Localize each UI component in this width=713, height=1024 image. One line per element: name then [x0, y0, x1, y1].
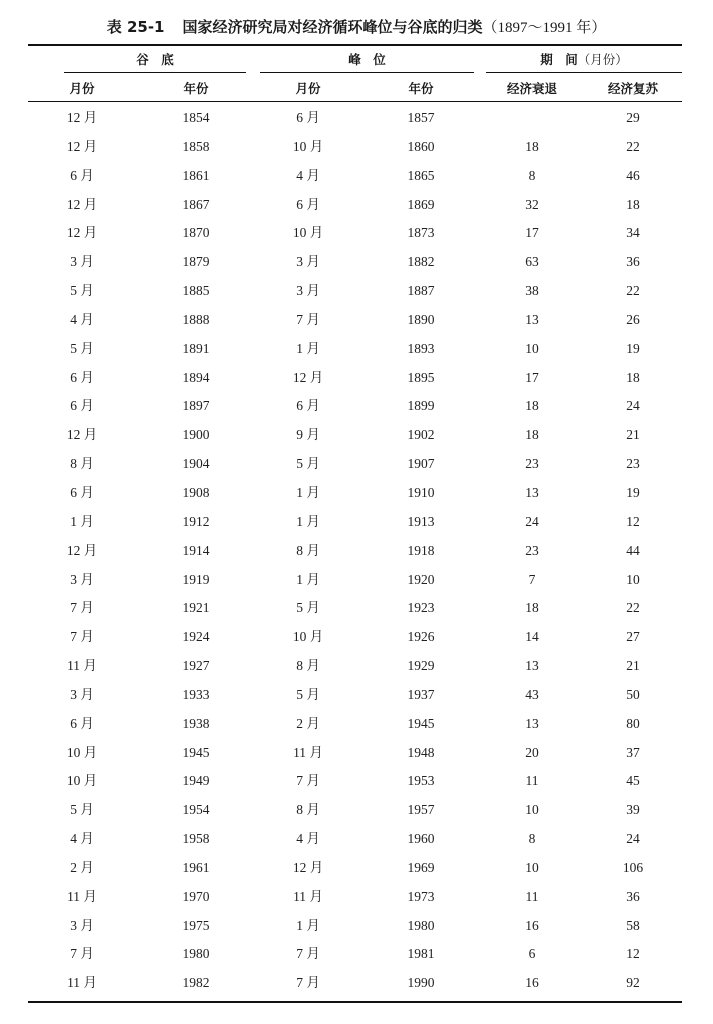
cell-trough-month: 6 月	[70, 398, 94, 414]
cell-recession-months: 13	[525, 311, 539, 327]
table-row	[28, 479, 682, 508]
cell-peak-year: 1920	[407, 571, 435, 587]
cell-peak-month: 8 月	[296, 802, 320, 818]
cell-peak-year: 1865	[407, 167, 435, 183]
cell-recovery-months: 29	[626, 110, 640, 125]
cell-recession-months: 8	[528, 167, 536, 183]
cell-peak-year: 1957	[407, 802, 435, 818]
cell-peak-month: 7 月	[296, 975, 320, 991]
cell-trough-year: 1921	[182, 600, 210, 616]
table-row	[28, 364, 682, 393]
cell-trough-year: 1912	[182, 513, 210, 529]
table-title	[0, 16, 713, 37]
cell-trough-year: 1927	[182, 658, 210, 674]
cell-peak-month: 10 月	[292, 138, 324, 154]
cell-trough-year: 1908	[182, 484, 210, 500]
cell-peak-year: 1926	[407, 629, 435, 645]
cell-trough-year: 1919	[182, 571, 210, 587]
cell-peak-month: 11 月	[293, 744, 323, 760]
cell-recovery-months: 24	[626, 398, 640, 414]
cell-peak-month: 10 月	[292, 629, 324, 645]
cell-peak-year: 1890	[407, 311, 435, 327]
cell-peak-month: 9 月	[296, 427, 320, 443]
cell-trough-year: 1975	[182, 917, 210, 933]
column-header-peak-year: 年份	[408, 81, 434, 96]
cell-recession-months: 8	[528, 831, 536, 847]
cell-recovery-months: 22	[626, 283, 640, 299]
cell-trough-year: 1924	[182, 629, 210, 645]
cell-recovery-months: 26	[626, 311, 640, 327]
cell-trough-month: 1 月	[70, 513, 94, 529]
cell-recession-months: 18	[525, 600, 539, 616]
cell-recession-months: 10	[525, 859, 539, 875]
cell-trough-year: 1980	[182, 946, 210, 962]
cell-peak-year: 1902	[407, 427, 435, 443]
table-row	[28, 825, 682, 854]
cell-trough-year: 1858	[182, 138, 210, 154]
group-rule-trough	[64, 72, 246, 73]
cell-recession-months: 23	[525, 542, 539, 558]
cell-peak-year: 1973	[407, 888, 435, 904]
cell-trough-year: 1897	[182, 398, 210, 414]
cell-trough-month: 7 月	[70, 629, 94, 645]
cell-peak-year: 1945	[407, 715, 435, 731]
cell-peak-month: 8 月	[296, 542, 320, 558]
bottom-rule	[28, 1001, 682, 1003]
cell-recovery-months: 80	[626, 715, 640, 731]
cell-trough-year: 1949	[182, 773, 210, 789]
cell-recession-months: 13	[525, 658, 539, 674]
cell-peak-month: 6 月	[296, 398, 320, 414]
cell-trough-month: 12 月	[66, 138, 98, 154]
table-number: 表 25-1	[106, 18, 165, 36]
cell-trough-month: 12 月	[66, 196, 98, 212]
table-row	[28, 566, 682, 595]
cell-recovery-months: 37	[626, 744, 640, 760]
cell-recession-months: 38	[525, 283, 539, 299]
table-row	[28, 739, 682, 768]
table-row	[28, 392, 682, 421]
cell-peak-month: 3 月	[296, 254, 320, 270]
cell-trough-year: 1961	[182, 859, 210, 875]
cell-trough-year: 1958	[182, 831, 210, 847]
table-row	[28, 710, 682, 739]
table-row	[28, 883, 682, 912]
header-rule	[28, 101, 682, 102]
cell-recession-months: 17	[525, 225, 539, 241]
group-header-duration	[486, 50, 682, 70]
table-row	[28, 191, 682, 220]
table-row	[28, 940, 682, 969]
cell-recovery-months: 10	[626, 571, 640, 587]
table-range: （1897～1991 年）	[482, 20, 607, 36]
cell-peak-year: 1882	[407, 254, 435, 270]
group-rule-peak	[260, 72, 474, 73]
cell-peak-month: 1 月	[296, 484, 320, 500]
cell-trough-year: 1982	[182, 975, 210, 991]
table-row	[28, 652, 682, 681]
table-row	[28, 537, 682, 566]
cell-peak-month: 5 月	[296, 686, 320, 702]
cell-recovery-months: 12	[626, 946, 640, 962]
cell-peak-year: 1893	[407, 340, 435, 356]
cell-peak-month: 7 月	[296, 946, 320, 962]
cell-trough-year: 1914	[182, 542, 210, 558]
cell-recovery-months: 106	[622, 859, 644, 875]
cell-recession-months: 17	[525, 369, 539, 385]
cell-trough-month: 7 月	[70, 946, 94, 962]
cell-recession-months: 13	[525, 715, 539, 731]
cell-peak-year: 1953	[407, 773, 435, 789]
cell-recovery-months: 24	[626, 831, 640, 847]
cell-recession-months: 16	[525, 975, 539, 991]
cell-trough-month: 4 月	[70, 311, 94, 327]
cell-recession-months: 11	[525, 888, 539, 904]
column-header-peak-month: 月份	[295, 81, 321, 96]
cell-peak-month: 2 月	[296, 715, 320, 731]
cell-trough-year: 1938	[182, 715, 210, 731]
cell-peak-year: 1937	[407, 686, 435, 702]
cell-trough-month: 11 月	[67, 888, 97, 904]
cell-trough-year: 1954	[182, 802, 210, 818]
cell-recession-months: 63	[525, 254, 539, 270]
cell-trough-month: 7 月	[70, 600, 94, 616]
cell-peak-year: 1873	[407, 225, 435, 241]
cell-trough-year: 1870	[182, 225, 210, 241]
cell-trough-month: 12 月	[66, 110, 98, 125]
cell-peak-year: 1969	[407, 859, 435, 875]
cell-trough-month: 3 月	[70, 917, 94, 933]
table-row	[28, 681, 682, 710]
cell-recession-months: 10	[525, 340, 539, 356]
cell-recovery-months: 92	[626, 975, 640, 991]
cell-peak-month: 12 月	[292, 859, 324, 875]
group-header-duration-unit: （月份）	[577, 52, 628, 67]
cell-trough-month: 5 月	[70, 802, 94, 818]
cell-recovery-months: 12	[626, 513, 640, 529]
cell-recovery-months: 34	[626, 225, 640, 241]
cell-peak-month: 10 月	[292, 225, 324, 241]
cell-trough-month: 12 月	[66, 542, 98, 558]
cell-trough-year: 1861	[182, 167, 210, 183]
cell-peak-year: 1980	[407, 917, 435, 933]
cell-trough-year: 1933	[182, 686, 210, 702]
cell-peak-year: 1948	[407, 744, 435, 760]
cell-peak-year: 1907	[407, 456, 435, 472]
group-header-trough: 谷 底	[136, 52, 174, 67]
cell-peak-month: 5 月	[296, 600, 320, 616]
cell-recession-months: 18	[525, 138, 539, 154]
cell-recovery-months: 39	[626, 802, 640, 818]
table-row	[28, 335, 682, 364]
cell-trough-year: 1970	[182, 888, 210, 904]
cell-trough-month: 12 月	[66, 427, 98, 443]
cell-recession-months: 6	[528, 946, 536, 962]
cell-peak-month: 1 月	[296, 513, 320, 529]
cell-peak-month: 7 月	[296, 773, 320, 789]
cell-trough-month: 12 月	[66, 225, 98, 241]
table-row	[28, 133, 682, 162]
cell-trough-month: 5 月	[70, 283, 94, 299]
cell-recession-months: 14	[525, 629, 539, 645]
cell-recession-months: 13	[525, 484, 539, 500]
column-header-recession: 经济衰退	[506, 81, 557, 96]
cell-peak-year: 1857	[407, 110, 435, 125]
cell-recession-months: 18	[525, 398, 539, 414]
cell-recovery-months: 36	[626, 254, 640, 270]
cell-recovery-months: 21	[626, 658, 640, 674]
cell-recovery-months: 50	[626, 686, 640, 702]
cell-trough-month: 6 月	[70, 484, 94, 500]
cell-recovery-months: 19	[626, 340, 640, 356]
cell-peak-month: 3 月	[296, 283, 320, 299]
cell-recovery-months: 44	[626, 542, 640, 558]
cell-peak-month: 11 月	[293, 888, 323, 904]
cell-peak-month: 12 月	[292, 369, 324, 385]
cell-trough-year: 1891	[182, 340, 210, 356]
cell-trough-month: 2 月	[70, 859, 94, 875]
cell-peak-year: 1910	[407, 484, 435, 500]
table-caption: 国家经济研究局对经济循环峰位与谷底的归类	[182, 18, 483, 36]
cell-peak-month: 7 月	[296, 311, 320, 327]
cell-trough-month: 5 月	[70, 340, 94, 356]
group-header-peak: 峰 位	[348, 52, 386, 67]
cell-recovery-months: 46	[626, 167, 640, 183]
cell-peak-month: 6 月	[296, 110, 320, 125]
cell-trough-month: 6 月	[70, 715, 94, 731]
cell-peak-year: 1960	[407, 831, 435, 847]
cell-recession-months: 24	[525, 513, 539, 529]
cell-trough-month: 10 月	[66, 744, 98, 760]
table-row	[28, 854, 682, 883]
table-row	[28, 623, 682, 652]
cell-recovery-months: 19	[626, 484, 640, 500]
cell-recession-months: 43	[525, 686, 539, 702]
cell-peak-month: 5 月	[296, 456, 320, 472]
cell-peak-year: 1869	[407, 196, 435, 212]
group-header-duration-label: 期 间	[540, 52, 578, 67]
column-header-trough-month: 月份	[69, 81, 95, 96]
cell-peak-month: 1 月	[296, 571, 320, 587]
table-row	[28, 421, 682, 450]
cell-recovery-months: 22	[626, 138, 640, 154]
cell-peak-year: 1923	[407, 600, 435, 616]
cell-peak-year: 1899	[407, 398, 435, 414]
cell-peak-month: 1 月	[296, 917, 320, 933]
cell-trough-year: 1867	[182, 196, 210, 212]
table-body	[28, 104, 682, 998]
cell-trough-month: 3 月	[70, 686, 94, 702]
cell-peak-year: 1895	[407, 369, 435, 385]
column-header-recovery: 经济复苏	[607, 81, 658, 96]
table-row	[28, 104, 682, 133]
cell-peak-month: 1 月	[296, 340, 320, 356]
cell-recovery-months: 18	[626, 369, 640, 385]
cell-trough-year: 1854	[182, 110, 210, 125]
table-row	[28, 796, 682, 825]
table-row	[28, 594, 682, 623]
cell-trough-month: 6 月	[70, 369, 94, 385]
cell-trough-year: 1900	[182, 427, 210, 443]
table-row	[28, 508, 682, 537]
cell-trough-year: 1885	[182, 283, 210, 299]
cell-peak-year: 1860	[407, 138, 435, 154]
cell-trough-month: 11 月	[67, 975, 97, 991]
cell-peak-year: 1981	[407, 946, 435, 962]
cell-recession-months: 10	[525, 802, 539, 818]
cell-recovery-months: 22	[626, 600, 640, 616]
cell-trough-month: 6 月	[70, 167, 94, 183]
cell-recession-months	[488, 104, 576, 133]
table-row	[28, 969, 682, 998]
cell-peak-month: 6 月	[296, 196, 320, 212]
cell-recovery-months: 18	[626, 196, 640, 212]
table-row	[28, 767, 682, 796]
cell-trough-month: 8 月	[70, 456, 94, 472]
table-row	[28, 306, 682, 335]
cell-trough-month: 10 月	[66, 773, 98, 789]
cell-trough-year: 1879	[182, 254, 210, 270]
cell-recession-months: 23	[525, 456, 539, 472]
cell-recession-months: 32	[525, 196, 539, 212]
cell-peak-year: 1887	[407, 283, 435, 299]
cell-peak-year: 1990	[407, 975, 435, 991]
cell-trough-month: 11 月	[67, 658, 97, 674]
cell-trough-month: 3 月	[70, 254, 94, 270]
cell-trough-year: 1904	[182, 456, 210, 472]
cell-recession-months: 16	[525, 917, 539, 933]
cell-trough-month: 4 月	[70, 831, 94, 847]
cell-recession-months: 20	[525, 744, 539, 760]
cell-recovery-months: 23	[626, 456, 640, 472]
cell-peak-month: 4 月	[296, 167, 320, 183]
table-row	[28, 277, 682, 306]
table-row	[28, 219, 682, 248]
table-row	[28, 248, 682, 277]
cell-trough-month: 3 月	[70, 571, 94, 587]
cell-recession-months: 11	[525, 773, 539, 789]
table-row	[28, 162, 682, 191]
table-row	[28, 450, 682, 479]
cell-recovery-months: 27	[626, 629, 640, 645]
cell-trough-year: 1945	[182, 744, 210, 760]
cell-recovery-months: 58	[626, 917, 640, 933]
cell-peak-year: 1929	[407, 658, 435, 674]
cell-peak-month: 8 月	[296, 658, 320, 674]
cell-recovery-months: 45	[626, 773, 640, 789]
cell-peak-year: 1918	[407, 542, 435, 558]
cell-peak-year: 1913	[407, 513, 435, 529]
cell-recovery-months: 36	[626, 888, 640, 904]
cell-trough-year: 1888	[182, 311, 210, 327]
table-row	[28, 912, 682, 941]
cell-peak-month: 4 月	[296, 831, 320, 847]
cell-recession-months: 18	[525, 427, 539, 443]
column-header-trough-year: 年份	[183, 81, 209, 96]
group-rule-duration	[486, 72, 682, 73]
top-rule	[28, 44, 682, 46]
cell-recession-months: 7	[528, 571, 536, 587]
cell-trough-year: 1894	[182, 369, 210, 385]
cell-recovery-months: 21	[626, 427, 640, 443]
